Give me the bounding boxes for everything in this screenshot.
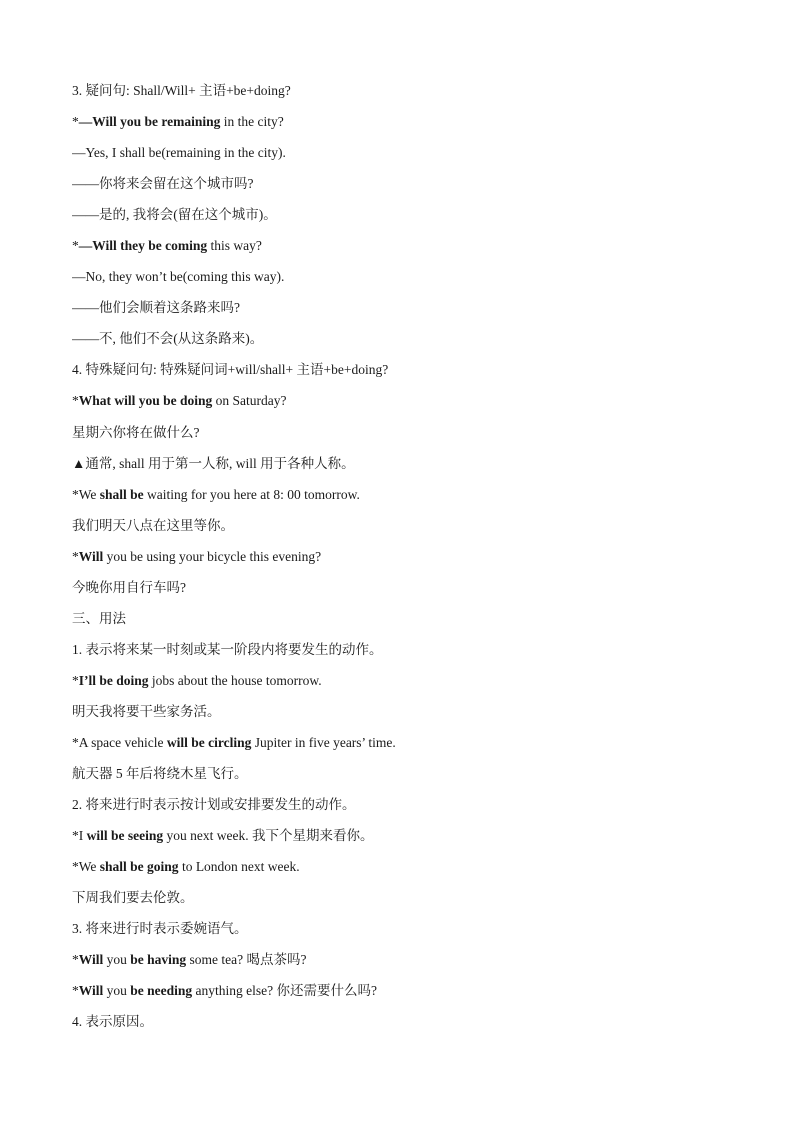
bold-segment: Will [78, 548, 104, 564]
text-segment: 今晚你用自行车吗? [72, 579, 186, 595]
text-segment: *We [72, 486, 100, 502]
text-segment: * [72, 114, 79, 130]
text-segment: 明天我将要干些家务活。 [72, 703, 221, 719]
text-segment: 4. 特殊疑问句: 特殊疑问词+will/shall+ 主语+be+doing? [72, 362, 389, 378]
text-line [72, 422, 732, 453]
bold-segment: shall be going [99, 859, 179, 875]
text-segment: 4. 表示原因。 [72, 1014, 153, 1030]
text-line [72, 173, 732, 204]
text-segment: 下周我们要去伦敦。 [72, 890, 194, 906]
bold-segment: will be circling [166, 734, 252, 750]
text-segment: in the city? [220, 114, 284, 130]
text-segment: 星期六你将在做什么? [72, 424, 200, 440]
text-line [72, 80, 732, 111]
text-segment: * [72, 983, 79, 999]
bold-segment: be having [130, 952, 187, 968]
text-segment: —Yes, I shall be(remaining in the city). [72, 145, 286, 161]
bold-segment: What will you be doing [78, 393, 213, 409]
text-line [72, 359, 732, 390]
text-line [72, 546, 732, 577]
text-segment: 3. 将来进行时表示委婉语气。 [72, 921, 248, 937]
text-segment: ▲通常, shall 用于第一人称, will 用于各种人称。 [72, 455, 355, 471]
text-segment: to London next week. [178, 859, 300, 875]
text-segment: * [72, 672, 79, 688]
text-line [72, 639, 732, 670]
text-line [72, 297, 732, 328]
text-line [72, 732, 732, 763]
text-segment: *A space vehicle [72, 734, 167, 750]
text-line [72, 142, 732, 173]
text-line [72, 670, 732, 701]
text-segment: 3. 疑问句: Shall/Will+ 主语+be+doing? [72, 83, 291, 98]
text-line [72, 390, 732, 421]
text-segment: ——他们会顺着这条路来吗? [72, 300, 240, 316]
text-line [72, 1011, 732, 1042]
bold-segment: shall be [99, 486, 144, 502]
text-line [72, 763, 732, 794]
text-segment: 三、用法 [72, 610, 126, 626]
text-line [72, 701, 732, 732]
text-segment: —No, they won’t be(coming this way). [72, 269, 285, 285]
text-line [72, 949, 732, 980]
text-segment: you next week. 我下个星期来看你。 [163, 828, 374, 844]
text-line [72, 266, 732, 297]
text-segment: *I [72, 828, 87, 844]
bold-segment: —Will they be coming [78, 238, 208, 254]
text-segment: *We [72, 859, 100, 875]
bold-segment: will be seeing [86, 828, 164, 844]
text-segment: 我们明天八点在这里等你。 [72, 517, 234, 533]
text-segment: this way? [207, 238, 262, 254]
text-segment: jobs about the house tomorrow. [148, 672, 322, 688]
text-line [72, 608, 732, 639]
text-segment: 2. 将来进行时表示按计划或安排要发生的动作。 [72, 797, 356, 813]
text-line [72, 825, 732, 856]
text-line [72, 887, 732, 918]
text-segment: you [103, 983, 131, 999]
text-segment: anything else? 你还需要什么吗? [192, 983, 377, 999]
text-segment: on Saturday? [212, 393, 287, 409]
bold-segment: Will [78, 952, 104, 968]
text-line [72, 453, 732, 484]
text-line [72, 577, 732, 608]
bold-segment: be needing [130, 983, 193, 999]
text-segment: * [72, 548, 79, 564]
text-line [72, 515, 732, 546]
text-line [72, 484, 732, 515]
text-line [72, 980, 732, 1011]
text-line [72, 204, 732, 235]
text-line [72, 794, 732, 825]
text-line [72, 918, 732, 949]
text-segment: 1. 表示将来某一时刻或某一阶段内将要发生的动作。 [72, 641, 383, 657]
text-segment: some tea? 喝点茶吗? [186, 952, 307, 968]
text-segment: 航天器 5 年后将绕木星飞行。 [72, 766, 248, 782]
bold-segment: —Will you be remaining [78, 114, 221, 130]
text-segment: * [72, 393, 79, 409]
bold-segment: I’ll be doing [78, 672, 149, 688]
text-line [72, 328, 732, 359]
text-segment: waiting for you here at 8: 00 tomorrow. [143, 486, 360, 502]
text-line [72, 856, 732, 887]
text-line [72, 111, 732, 142]
bold-segment: Will [78, 983, 104, 999]
text-segment: ——你将来会留在这个城市吗? [72, 176, 254, 192]
text-segment: * [72, 238, 79, 254]
text-segment: you be using your bicycle this evening? [103, 548, 322, 564]
text-segment: ——不, 他们不会(从这条路来)。 [72, 331, 264, 347]
text-segment: * [72, 952, 79, 968]
text-segment: ——是的, 我将会(留在这个城市)。 [72, 207, 277, 223]
text-line [72, 235, 732, 266]
text-segment: you [103, 952, 131, 968]
document-page [72, 80, 732, 1042]
text-segment: Jupiter in five years’ time. [251, 734, 396, 750]
